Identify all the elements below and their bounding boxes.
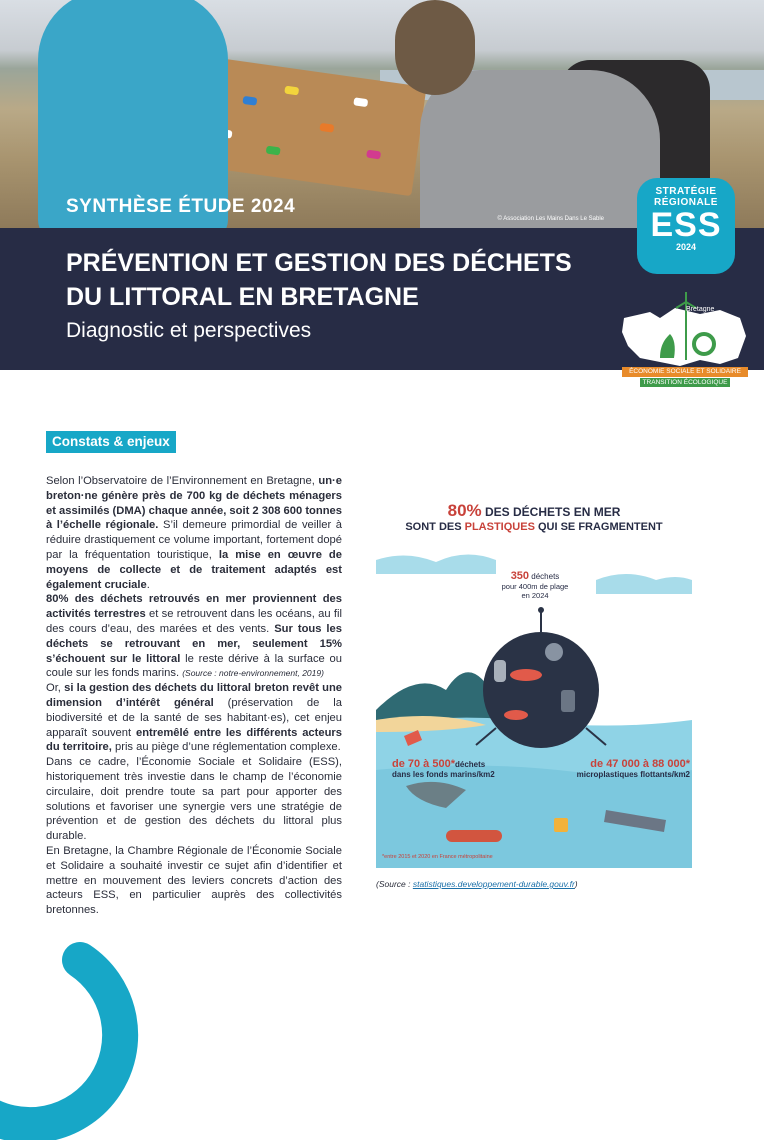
source-link[interactable]: statistiques.developpement-durable.gouv.fr: [412, 879, 575, 889]
infographic-title-1: [376, 501, 692, 521]
title-line-1: PRÉVENTION ET GESTION DES DÉCHETS: [66, 249, 572, 277]
infographic-footnote: *entre 2015 et 2020 en France métropolitaine: [382, 854, 493, 860]
decorative-swirl: [0, 940, 140, 1140]
p1-text-a: Selon l’Observatoire de l’Environnement en Bretagne,: [46, 475, 319, 487]
p3-text-c: (préservation de la biodiversité et de la santé de ses habitant·es), cet enjeu apparaît souvent: [46, 696, 342, 739]
ess-strategy-badge: [637, 178, 735, 274]
photo-credit: © Association Les Mains Dans Le Sable: [497, 216, 604, 222]
paragraph-4: Dans ce cadre, l’Économie Sociale et Solidaire (ESS), historiquement très investie dans le champ de l’économie circulaire, doit prendre toute sa part pour apporter des solutions et favoriser une synergie vers une stratégie de prévention et de gestion des déchets du littoral plus durable.: [46, 756, 342, 843]
p2-text-b: et se retrouvent dans les océans, au fil des cours d’eau, des marées et des vents.: [46, 608, 342, 635]
p3-bold-b: si la gestion des déchets du littoral breton revêt une dimension d’intérêt général: [46, 682, 343, 709]
p2-text-d: le reste dérive à la surface ou coule sur les fonds marins.: [46, 652, 342, 680]
kicker: SYNTHÈSE ÉTUDE 2024: [66, 196, 296, 217]
seabed-stat-line-1: [392, 758, 495, 770]
seabed-stat-unit: déchets: [455, 760, 486, 769]
p3-text-e: pris au piège d’une réglementation complexe.: [111, 741, 341, 754]
seabed-stat: [392, 758, 495, 779]
page-title: [66, 246, 626, 314]
page-subtitle: Diagnostic et perspectives: [66, 319, 312, 342]
photo-adult: [420, 70, 660, 228]
photo-adult-head: [395, 0, 475, 95]
title-line-2: DU LITTORAL EN BRETAGNE: [66, 283, 419, 311]
paragraph-5: En Bretagne, la Chambre Régionale de l’Économie Sociale et Solidaire a souhaité investir ce sujet afin d’identifier et mettre en mouvement des leviers concrets d’action des acteurs ESS, en particulier auprès des collectivités bretonnes.: [46, 844, 342, 917]
source-prefix: (Source :: [376, 879, 413, 889]
seabed-stat-number: de 70 à 500*: [392, 758, 455, 770]
p1-bold-d: la mise en œuvre de moyens de collecte et de traitement adaptés est également cruciale: [46, 548, 342, 591]
beach-stat-line-3: en 2024: [521, 591, 549, 600]
p1-text-c: S’il demeure primordial de veiller à réduire drastiquement ce volume important, fortement dopé par la fréquentation touristique,: [46, 519, 342, 561]
p3-text-a: Or,: [46, 682, 65, 695]
microplastic-stat-number: de 47 000 à 88 000*: [590, 758, 690, 770]
microplastic-stat-line-2: microplastiques flottants/km2: [576, 770, 690, 779]
p1-bold-b: un·e breton·ne génère près de 700 kg de déchets ménagers et assimilés (DMA) chaque année, soit 2 308 600 tonnes à l’échelle régionale.: [46, 475, 342, 532]
infographic-title-1-rest: DES DÉCHETS EN MER: [481, 505, 621, 519]
infographic-title-2: [376, 521, 692, 533]
paragraph-2: [46, 592, 342, 681]
section-heading: Constats & enjeux: [46, 431, 176, 453]
p1-text-e: .: [146, 578, 150, 591]
beach-stat-unit: déchets: [529, 572, 560, 581]
seabed-stat-line-2: dans les fonds marins/km2: [392, 770, 495, 779]
body-text: [46, 474, 342, 918]
p3-bold-d: entremêlé entre les différents acteurs du territoire,: [46, 726, 342, 754]
p2-bold-c: Sur tous les déchets se retrouvant en mer, seulement 15% s’échouent sur le littoral: [46, 622, 342, 665]
paragraph-1: [46, 474, 342, 592]
p2-bold-a: 80% des déchets retrouvés en mer proviennent des activités terrestres: [46, 593, 342, 621]
source-note: [376, 879, 578, 889]
badge-year: 2024: [675, 242, 697, 252]
beach-stat-line-1: [480, 570, 590, 582]
p2-source: (Source : notre-environnement, 2019): [182, 668, 324, 679]
infographic-title-2-c: QUI SE FRAGMENTENT: [534, 521, 663, 533]
badge-logo: ESS: [650, 206, 722, 244]
infographic-title-2-plastics: PLASTIQUES: [464, 521, 535, 533]
beach-stat-number: 350: [510, 570, 530, 582]
badge-line-2: RÉGIONALE: [654, 197, 718, 208]
source-suffix: ): [574, 879, 578, 889]
photo-child: [38, 0, 228, 228]
beach-stat-line-2: pour 400m de plage: [501, 582, 569, 591]
ecological-transition-banner: TRANSITION ÉCOLOGIQUE: [640, 378, 730, 387]
beach-stat: [480, 570, 590, 600]
paragraph-3: [46, 681, 342, 755]
ess-banner: ÉCONOMIE SOCIALE ET SOLIDAIRE: [622, 367, 748, 377]
badge-line-1: STRATÉGIE: [655, 186, 717, 197]
infographic-percent: 80%: [447, 501, 482, 520]
microplastic-stat: [540, 758, 690, 779]
infographic-title-2-a: SONT DES: [405, 521, 465, 533]
bretagne-label: Bretagne: [686, 306, 715, 313]
